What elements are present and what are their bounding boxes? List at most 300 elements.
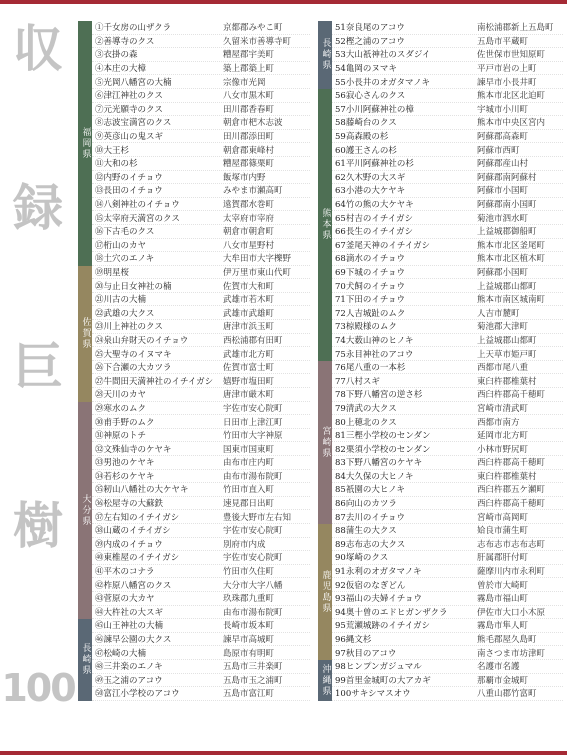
tree-location: 朝倉市杷木志波 [223,118,283,129]
tree-entry [332,415,563,429]
tree-entry [92,62,310,76]
tree-entry [92,402,310,416]
tree-name: ㊲左右知のイチイガシ [95,512,180,523]
tree-location: 五島市玉之浦町 [223,675,283,686]
tree-entry [332,266,563,280]
tree-name: 95荒瀬城跡のイチイガシ [335,621,430,632]
tree-location: 佐世保市世知原町 [477,50,546,61]
tree-entry [92,157,310,171]
tree-location: 宇佐市安心院町 [223,403,283,414]
title-char: 収 [13,20,63,78]
tree-entry [332,429,563,443]
tree-location: 速見郡日出町 [223,499,275,510]
tree-list [332,21,563,89]
tree-entry [332,674,563,688]
tree-location: 南さつま市坊津町 [477,648,546,659]
tree-entry [332,619,563,633]
tree-name: 65村吉のイチイガシ [335,213,413,224]
tree-name: ㉓川上神社のクス [95,322,163,333]
tree-name: 89志布志の大クス [335,539,406,550]
tree-name: 73椋殿様のムク [335,322,397,333]
prefecture-label: 熊本県 [320,208,331,242]
tree-name: ㉕大聖寺のイヌマキ [95,349,172,360]
prefecture-band [318,361,332,524]
right-column [318,21,563,701]
prefecture-band [78,402,92,620]
tree-list [92,402,310,620]
tree-name: ㉟籾山八幡社の大ケヤキ [95,485,189,496]
tree-name: 69下城のイチョウ [335,267,406,278]
tree-entry [332,592,563,606]
tree-entry [92,592,310,606]
tree-name: 92仮宿のなぎどん [335,580,406,591]
tree-location: 上益城郡御船町 [477,227,537,238]
tree-name: 80上穂北のクス [335,417,397,428]
tree-location: 八重山郡竹富町 [477,689,537,700]
tree-name: 59高森殿の杉 [335,132,389,143]
bottom-rule [0,751,567,755]
prefecture-band [78,619,92,701]
tree-location: 西臼杵郡高千穂町 [477,499,546,510]
prefecture-group [318,524,563,660]
tree-name: ⑳与止日女神社の楠 [95,281,172,292]
prefecture-group [78,619,310,701]
tree-location: 諫早市小長井町 [477,77,537,88]
tree-entry [332,306,563,320]
tree-location: 伊佐市大口小木原 [477,607,546,618]
tree-entry [92,293,310,307]
title-char: 巨 [13,338,63,396]
tree-entry [92,442,310,456]
tree-name: 67釜尾天神のイチイガシ [335,240,430,251]
tree-entry [332,171,563,185]
tree-location: 太宰府市宰府 [223,213,275,224]
tree-location: 薩摩川内市永利町 [477,567,546,578]
tree-location: 東臼杵郡椎葉村 [477,376,537,387]
tree-entry [332,347,563,361]
tree-list [92,21,310,266]
tree-name: 51奈良尾のアコウ [335,23,405,34]
title-number: 100 [1,666,75,710]
tree-name: 58藤崎台のクス [335,118,397,129]
tree-location: 上益城郡山都町 [477,281,537,292]
title-char: 録 [13,179,63,237]
tree-location: 八女市黒木町 [223,91,275,102]
tree-location: 上益城郡山都町 [477,335,537,346]
left-column [78,21,310,701]
tree-location: 五島市三井楽町 [223,662,283,673]
tree-location: 上天草市姫戸町 [477,349,537,360]
tree-entry [92,483,310,497]
tree-entry [332,497,563,511]
tree-location: 西都市南方 [477,417,520,428]
tree-name: ㊺山王神社の大楠 [95,621,164,632]
tree-name: ㉝男池のケヤキ [95,458,155,469]
tree-name: 96縄文杉 [335,635,372,646]
prefecture-group [78,21,310,266]
tree-location: 佐賀市富士町 [223,363,275,374]
tree-entry [92,674,310,688]
tree-location: 阿蘇郡南阿蘇村 [477,172,537,183]
tree-entry [332,116,563,130]
prefecture-label: 大分県 [80,493,91,527]
tree-entry [92,211,310,225]
tree-name: ⑤光岡八幡宮の大楠 [95,77,172,88]
tree-entry [332,578,563,592]
tree-location: 熊本市南区城南町 [477,295,546,306]
tree-name: 82栗須小学校のセンダン [335,444,431,455]
tree-name: ⑨英彦山の鬼スギ [95,132,164,143]
tree-name: 62久木野の大スギ [335,172,406,183]
tree-location: 竹田市直入町 [223,485,275,496]
tree-name: 90塚崎のクス [335,553,389,564]
tree-entry [332,75,563,89]
tree-location: 武雄市若木町 [223,295,275,306]
prefecture-band [318,660,332,701]
tree-entry [332,483,563,497]
tree-location: 宮崎市高岡町 [477,512,529,523]
tree-entry [92,388,310,402]
tree-name: 85祇園の大ヒノキ [335,485,405,496]
tree-name: 77八村スギ [335,376,380,387]
tree-name: ㊾玉之浦のアコウ [95,675,163,686]
tree-location: 阿蘇郡産山村 [477,159,529,170]
tree-entry [92,279,310,293]
tree-name: ㉛神原のトチ [95,431,147,442]
tree-name: 99首里金城町の大アカギ [335,675,431,686]
tree-name: ㊸菅原の大カヤ [95,594,155,605]
tree-name: ⑯下古毛のクス [95,227,155,238]
tree-location: 竹田市久住町 [223,567,275,578]
tree-name: ㉑川古の大楠 [95,295,147,306]
tree-location: 五島市富江町 [223,689,275,700]
tree-name: 98ヒンプンガジュマル [335,662,422,673]
tree-location: 遠賀郡水巻町 [223,200,275,211]
tree-location: 阿蘇郡高森町 [477,132,529,143]
tree-list [332,524,563,660]
tree-name: ㉙寒水のムク [95,403,147,414]
tree-name: 75永目神社のアコウ [335,349,414,360]
tree-location: 久留米市善導寺町 [223,36,292,47]
tree-entry [92,35,310,49]
tree-name: 91永利のオガタマノキ [335,567,422,578]
tree-entry [332,157,563,171]
tree-location: 名護市名護 [477,662,520,673]
tree-entry [92,551,310,565]
tree-name: ㉚甫手野のムク [95,417,155,428]
tree-entry [92,415,310,429]
tree-entry [332,606,563,620]
tree-entry [92,116,310,130]
tree-name: ⑬長田のイチョウ [95,186,163,197]
tree-location: 伊万里市東山代町 [223,267,292,278]
tree-entry [332,388,563,402]
tree-entry [332,633,563,647]
tree-entry [92,130,310,144]
tree-entry [332,470,563,484]
tree-name: ⑰桁山のカヤ [95,240,147,251]
tree-name: 84大久保の大ヒノキ [335,471,414,482]
tree-location: 諫早市高城町 [223,635,275,646]
tree-entry [332,130,563,144]
tree-name: ㊻諫早公園の大クス [95,635,172,646]
tree-entry [332,198,563,212]
tree-location: 南松浦郡新上五島町 [477,23,554,34]
tree-name: ㊹大杵社の大スギ [95,607,164,618]
tree-name: ㉔泉山弁財天のイチョウ [95,335,189,346]
tree-location: 阿蘇郡小国町 [477,267,529,278]
tree-location: 西臼杵郡五ケ瀬町 [477,485,546,496]
title-char: 樹 [13,497,63,555]
tree-location: 日田市上津江町 [223,417,283,428]
tree-entry [92,687,310,701]
tree-entry [332,239,563,253]
tree-name: 72人吉城趾のムク [335,308,406,319]
tree-name: 52樫之浦のアコウ [335,36,405,47]
tree-name: ③衣掛の森 [95,50,138,61]
tree-location: 京都郡みやこ町 [223,23,283,34]
tree-list [332,660,563,701]
tree-location: 宇佐市安心院町 [223,553,283,564]
prefecture-label: 宮崎県 [320,425,331,459]
tree-location: 築上郡築上町 [223,64,275,75]
tree-location: 那覇市金城町 [477,675,529,686]
prefecture-label: 長崎県 [320,38,331,72]
tree-location: 曽於市大崎町 [477,580,529,591]
tree-entry [92,48,310,62]
tree-location: 由布市庄内町 [223,458,275,469]
tree-location: 平戸市岩の上町 [477,64,537,75]
tree-name: 93福山の夫婦イチョウ [335,594,423,605]
tree-location: 佐賀市大和町 [223,281,275,292]
tree-location: 大分市大字八幡 [223,580,283,591]
tree-entry [92,510,310,524]
tree-entry [332,687,563,701]
tree-name: ㊷柞原八幡宮のクス [95,580,172,591]
tree-name: ㊵東椎屋のイチイガシ [95,553,180,564]
tree-name: ⑧志波宝満宮のクス [95,118,172,129]
tree-entry [332,646,563,660]
tree-entry [92,374,310,388]
prefecture-group [318,89,563,361]
tree-location: 西臼杵郡高千穂町 [477,458,546,469]
tree-name: ㉖下合瀬の大カツラ [95,363,172,374]
tree-location: 宮崎市清武町 [477,403,529,414]
tree-location: 唐津市厳木町 [223,390,275,401]
tree-entry [332,225,563,239]
tree-entry [332,211,563,225]
tree-entry [332,551,563,565]
tree-name: 70犬飼のイチョウ [335,281,406,292]
tree-entry [332,660,563,674]
tree-location: 田川郡香春町 [223,104,275,115]
tree-location: 西都市尾八重 [477,363,529,374]
prefecture-band [318,524,332,660]
prefecture-group [78,266,310,402]
tree-name: 97秋目のアコウ [335,648,397,659]
tree-entry [92,429,310,443]
tree-entry [332,524,563,538]
tree-location: 武雄市武雄町 [223,308,275,319]
tree-list [92,619,310,701]
tree-entry [332,565,563,579]
tree-list [332,89,563,361]
tree-name: ㊼松崎の大楠 [95,648,147,659]
tree-location: 霧島市隼人町 [477,621,529,632]
tree-location: 人吉市麓町 [477,308,520,319]
tree-location: 阿蘇郡南小国町 [477,200,537,211]
tree-name: 71下田のイチョウ [335,295,406,306]
tree-entry [92,565,310,579]
tree-entry [332,279,563,293]
tree-name: 54亀岡のヌマキ [335,64,397,75]
tree-entry [332,21,563,35]
tree-entry [332,361,563,375]
tree-name: 74大薮山神のヒノキ [335,335,414,346]
tree-entry [92,578,310,592]
tree-entry [92,89,310,103]
top-rule [0,0,567,4]
tree-location: 菊池市泗水町 [477,213,529,224]
tree-location: 由布市湯布院町 [223,471,283,482]
tree-location: 熊本市北区植木町 [477,254,546,265]
tree-entry [92,143,310,157]
tree-name: 64竹の熊の大ケヤキ [335,200,414,211]
tree-entry [92,21,310,35]
tree-location: 宗像市光岡 [223,77,266,88]
tree-entry [92,538,310,552]
tree-entry [332,402,563,416]
tree-name: ㊴内成のイチョウ [95,539,163,550]
tree-name: 57小川阿蘇神社の樟 [335,104,414,115]
tree-name: ㉒武雄の大クス [95,308,155,319]
tree-name: ①千女房の山ザクラ [95,23,172,34]
tree-name: 66長生のイチイガシ [335,227,413,238]
tree-name: 76尾八重の一本杉 [335,363,406,374]
tree-list [92,266,310,402]
tree-name: 53大山祇神社のスダジイ [335,50,431,61]
prefecture-group [78,402,310,620]
tree-location: 田川郡添田町 [223,132,275,143]
tree-name: 63小港の大ケヤキ [335,186,406,197]
tree-location: 阿蘇市小国町 [477,186,529,197]
tree-entry [92,252,310,266]
tree-location: 由布市湯布院町 [223,607,283,618]
tree-name: ②善導寺のクス [95,36,155,47]
tree-location: 西臼杵郡高千穂町 [477,390,546,401]
tree-name: 79清武の大クス [335,403,397,414]
tree-entry [92,606,310,620]
tree-entry [332,293,563,307]
tree-location: 宇佐市安心院町 [223,526,283,537]
tree-name: ㉗牛間田天満神社のイチイガシ [95,376,214,387]
tree-entry [92,361,310,375]
tree-entry [92,456,310,470]
tree-entry [332,103,563,117]
tree-entry [332,48,563,62]
tree-location: 延岡市北方町 [477,431,529,442]
tree-name: 94奥十曽のエドヒガンザクラ [335,607,448,618]
prefecture-group [318,21,563,89]
tree-entry [92,75,310,89]
tree-entry [92,470,310,484]
tree-entry [92,334,310,348]
tree-location: 長崎市坂本町 [223,621,275,632]
tree-name: ⑭八剣神社のイチョウ [95,200,180,211]
tree-name: 86向山のカツラ [335,499,397,510]
tree-name: ㊶平木のコナラ [95,567,155,578]
tree-name: 60護王さんの杉 [335,145,397,156]
tree-location: 肝属郡肝付町 [477,553,529,564]
tree-location: 竹田市大字神原 [223,431,283,442]
tree-location: 阿蘇市西町 [477,145,520,156]
tree-name: ⑪大和の杉 [95,159,138,170]
prefecture-label: 佐賀県 [80,317,91,351]
prefecture-label: 長崎県 [80,643,91,677]
tree-entry [332,184,563,198]
tree-location: 朝倉郡東峰村 [223,145,275,156]
tree-name: ⑦元光願寺のクス [95,104,163,115]
tree-entry [92,646,310,660]
tree-name: 83下野八幡宮のケヤキ [335,458,423,469]
tree-name: ⑫内野のイチョウ [95,172,163,183]
tree-name: ㊿富江小学校のアコウ [95,689,180,700]
tree-location: 小林市野尻町 [477,444,529,455]
tree-entry [332,35,563,49]
tree-entry [332,143,563,157]
tree-entry [332,510,563,524]
prefecture-group [318,660,563,701]
tree-location: 豊後大野市左右知 [223,512,292,523]
tree-name: ⑲明星桜 [95,267,130,278]
tree-location: 島原市有明町 [223,648,275,659]
tree-name: ⑱土穴のエノキ [95,254,155,265]
tree-name: ⑮太宰府天満宮のクス [95,213,180,224]
tree-name: ㊽三井楽のエノキ [95,662,163,673]
tree-location: 宇城市小川町 [477,104,529,115]
tree-location: 糟屋郡篠栗町 [223,159,275,170]
tree-location: 嬉野市塩田町 [223,376,275,387]
tree-name: ⑩大王杉 [95,145,130,156]
tree-entry [92,225,310,239]
tree-name: 88蒲生の大クス [335,526,397,537]
tree-location: 姶良市蒲生町 [477,526,529,537]
tree-location: 熊本市中央区宮内 [477,118,546,129]
tree-location: 武雄市北方町 [223,349,275,360]
tree-location: 飯塚市内野 [223,172,266,183]
tree-name: ㉘天川のカヤ [95,390,147,401]
tree-entry [92,198,310,212]
prefecture-band [318,21,332,89]
tree-entry [332,252,563,266]
tree-location: 熊毛郡屋久島町 [477,635,537,646]
tree-name: 61平川阿蘇神社の杉 [335,159,414,170]
tree-location: 熊本市北区北迫町 [477,91,546,102]
tree-location: 糟屋郡宇美町 [223,50,275,61]
tree-entry [92,660,310,674]
tree-name: 56寂心さんのクス [335,91,406,102]
tree-entry [92,347,310,361]
tree-location: 唐津市浜玉町 [223,322,275,333]
tree-entry [92,497,310,511]
tree-name: ⑥津江神社のクス [95,91,163,102]
tree-entry [332,374,563,388]
tree-entry [92,239,310,253]
tree-location: 五島市平蔵町 [477,36,529,47]
tree-entry [92,524,310,538]
tree-location: 志布志市志布志町 [477,539,546,550]
tree-name: 68滴水のイチョウ [335,254,406,265]
